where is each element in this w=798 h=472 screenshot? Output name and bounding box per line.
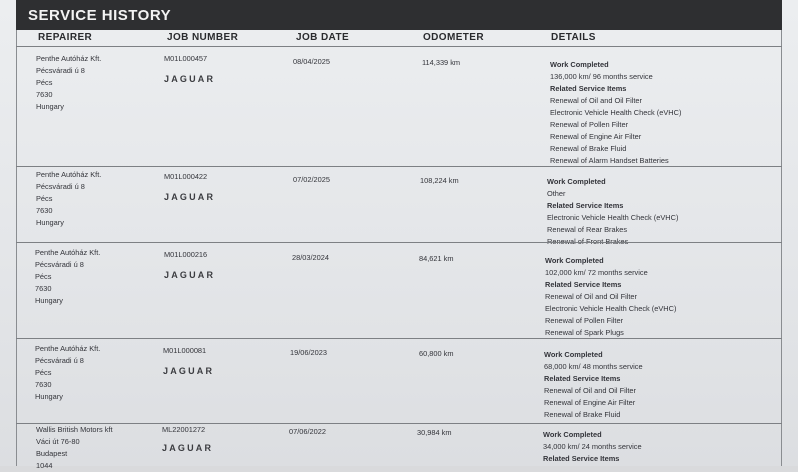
odometer-reading: 30,984 km bbox=[417, 428, 452, 437]
detail-line: Renewal of Brake Fluid bbox=[550, 144, 627, 153]
repairer-street: Pécsváradi ú 8 bbox=[36, 182, 85, 191]
service-details bbox=[550, 59, 681, 167]
jaguar-logo: JAGUAR bbox=[163, 366, 215, 376]
job-number: M01L000422 bbox=[164, 172, 208, 181]
detail-line: Renewal of Alarm Handset Batteries bbox=[550, 156, 669, 165]
service-details bbox=[547, 176, 678, 248]
detail-line: Renewal of Engine Air Filter bbox=[550, 132, 642, 141]
detail-line: Related Service Items bbox=[543, 454, 620, 463]
repairer-name: Penthe Autóház Kft. bbox=[36, 170, 102, 179]
jaguar-logo: JAGUAR bbox=[164, 270, 216, 280]
service-details bbox=[545, 255, 676, 339]
detail-line: Work Completed bbox=[550, 60, 609, 69]
repairer-name: Wallis British Motors kft bbox=[36, 425, 113, 434]
repairer-address bbox=[35, 247, 100, 307]
job-number: M01L000216 bbox=[164, 250, 208, 259]
repairer-postcode: 7630 bbox=[36, 206, 53, 215]
table-row bbox=[16, 423, 782, 470]
job-number: ML22001272 bbox=[162, 425, 206, 434]
detail-line: Work Completed bbox=[544, 350, 603, 359]
job-number: M01L000457 bbox=[164, 54, 208, 63]
job-date: 08/04/2025 bbox=[293, 57, 330, 66]
detail-line: Renewal of Pollen Filter bbox=[545, 316, 624, 325]
repairer-address bbox=[36, 424, 113, 472]
repairer-name: Penthe Autóház Kft. bbox=[35, 344, 101, 353]
detail-line: Work Completed bbox=[545, 256, 604, 265]
table-row bbox=[16, 46, 782, 167]
table-row bbox=[16, 338, 782, 424]
repairer-street: Pécsváradi ú 8 bbox=[35, 356, 84, 365]
detail-line: Work Completed bbox=[547, 177, 606, 186]
job-date: 28/03/2024 bbox=[292, 253, 329, 262]
column-header-details: DETAILS bbox=[551, 32, 596, 43]
repairer-city: Pécs bbox=[35, 368, 52, 377]
jaguar-logo: JAGUAR bbox=[162, 443, 214, 453]
repairer-address bbox=[35, 343, 100, 403]
repairer-name: Penthe Autóház Kft. bbox=[36, 54, 102, 63]
detail-line: Renewal of Oil and Oil Filter bbox=[545, 292, 638, 301]
detail-line: Renewal of Rear Brakes bbox=[547, 225, 628, 234]
repairer-city: Pécs bbox=[36, 194, 53, 203]
job-date: 19/06/2023 bbox=[290, 348, 327, 357]
repairer-street: Váci út 76-80 bbox=[36, 437, 80, 446]
detail-line: Renewal of Pollen Filter bbox=[550, 120, 629, 129]
repairer-street: Pécsváradi ú 8 bbox=[35, 260, 84, 269]
job-date: 07/02/2025 bbox=[293, 175, 330, 184]
repairer-country: Hungary bbox=[35, 392, 63, 401]
repairer-postcode: 1044 bbox=[36, 461, 53, 470]
repairer-street: Pécsváradi ú 8 bbox=[36, 66, 85, 75]
detail-line: 34,000 km/ 24 months service bbox=[543, 442, 642, 451]
detail-line: Renewal of Engine Air Filter bbox=[544, 398, 636, 407]
job-number: M01L000081 bbox=[163, 346, 207, 355]
odometer-reading: 114,339 km bbox=[422, 58, 461, 67]
table-row bbox=[16, 242, 782, 339]
detail-line: Related Service Items bbox=[544, 374, 621, 383]
table-header bbox=[16, 30, 782, 46]
odometer-reading: 84,621 km bbox=[419, 254, 454, 263]
repairer-name: Penthe Autóház Kft. bbox=[35, 248, 101, 257]
table-row bbox=[16, 166, 782, 246]
detail-line: Renewal of Oil and Oil Filter bbox=[550, 96, 643, 105]
service-details bbox=[544, 349, 643, 421]
detail-line: 68,000 km/ 48 months service bbox=[544, 362, 643, 371]
detail-line: Renewal of Brake Fluid bbox=[544, 410, 621, 419]
repairer-city: Budapest bbox=[36, 449, 68, 458]
repairer-postcode: 7630 bbox=[35, 284, 52, 293]
detail-line: Other bbox=[547, 189, 566, 198]
job-date: 07/06/2022 bbox=[289, 427, 326, 436]
detail-line: Electronic Vehicle Health Check (eVHC) bbox=[550, 108, 682, 117]
detail-line: Electronic Vehicle Health Check (eVHC) bbox=[547, 213, 679, 222]
job-number-cell bbox=[164, 249, 215, 281]
title-bar bbox=[16, 0, 782, 30]
job-number-cell bbox=[163, 345, 214, 377]
job-number-cell bbox=[164, 53, 215, 85]
repairer-country: Hungary bbox=[36, 102, 64, 111]
service-details bbox=[543, 429, 642, 465]
jaguar-logo: JAGUAR bbox=[164, 74, 216, 84]
jaguar-logo: JAGUAR bbox=[164, 192, 216, 202]
column-header-repairer: REPAIRER bbox=[38, 32, 93, 43]
odometer-reading: 108,224 km bbox=[420, 176, 459, 185]
detail-line: 136,000 km/ 96 months service bbox=[550, 72, 653, 81]
detail-line: Renewal of Oil and Oil Filter bbox=[544, 386, 637, 395]
repairer-city: Pécs bbox=[35, 272, 52, 281]
repairer-postcode: 7630 bbox=[36, 90, 53, 99]
column-header-odometer: ODOMETER bbox=[423, 32, 484, 43]
odometer-reading: 60,800 km bbox=[419, 349, 454, 358]
detail-line: 102,000 km/ 72 months service bbox=[545, 268, 648, 277]
repairer-country: Hungary bbox=[35, 296, 63, 305]
job-number-cell bbox=[162, 424, 213, 454]
detail-line: Related Service Items bbox=[550, 84, 627, 93]
column-header-job-number: JOB NUMBER bbox=[167, 32, 239, 43]
detail-line: Related Service Items bbox=[547, 201, 624, 210]
repairer-address bbox=[36, 53, 101, 113]
detail-line: Renewal of Front Brakes bbox=[547, 237, 629, 246]
repairer-country: Hungary bbox=[36, 218, 64, 227]
detail-line: Renewal of Spark Plugs bbox=[545, 328, 624, 337]
repairer-address bbox=[36, 169, 101, 229]
detail-line: Work Completed bbox=[543, 430, 602, 439]
repairer-postcode: 7630 bbox=[35, 380, 52, 389]
page-title: SERVICE HISTORY bbox=[28, 6, 172, 24]
repairer-city: Pécs bbox=[36, 78, 53, 87]
detail-line: Related Service Items bbox=[545, 280, 622, 289]
column-header-job-date: JOB DATE bbox=[296, 32, 350, 43]
job-number-cell bbox=[164, 171, 215, 203]
detail-line: Electronic Vehicle Health Check (eVHC) bbox=[545, 304, 677, 313]
